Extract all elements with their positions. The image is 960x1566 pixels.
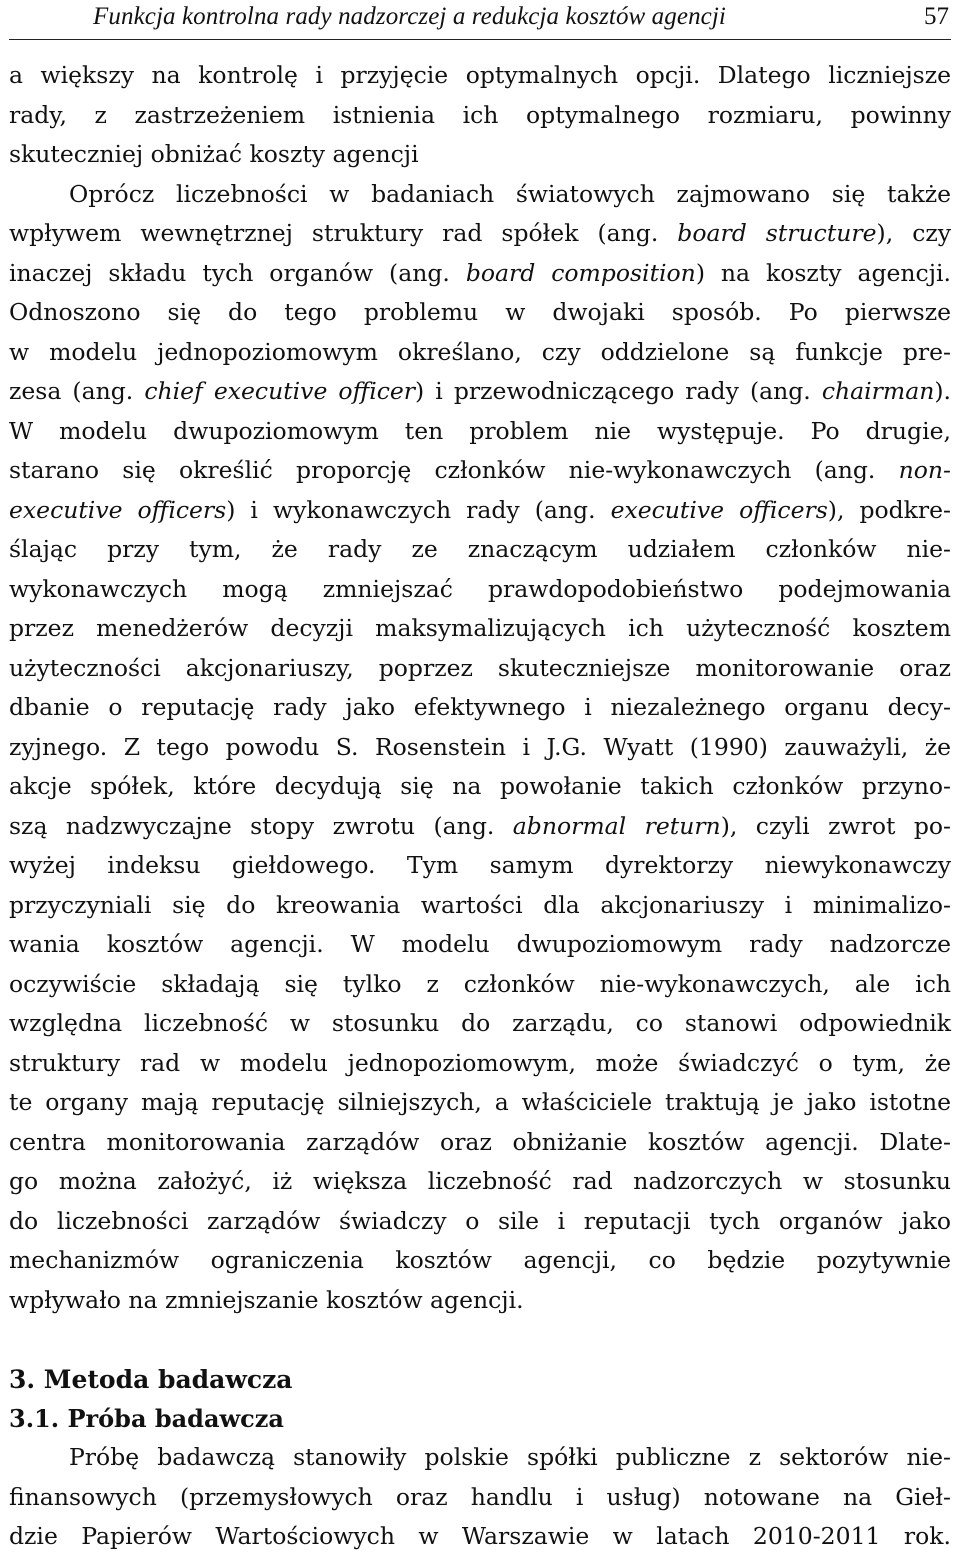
text-line [9,491,951,531]
text-segment: szą nadzwyczajne stopy zwrotu (ang. [9,811,513,840]
text-segment: względna liczebność w stosunku do zarządu, co stanowi odpowiednik [9,1009,951,1037]
text-segment: przez menedżerów decyzji maksymalizujących ich użyteczność kosztem [9,614,951,642]
text-line: Próbę badawczą stanowiły polskie spółki publiczne z sektorów nie- [69,1443,951,1471]
running-header [9,0,951,40]
text-line [9,925,951,965]
text-segment: go można założyć, iż większa liczebność rad nadzorczych w stosunku [9,1167,951,1195]
italic-term: chairman [821,377,935,405]
text-segment: ) i przewodniczącego rady (ang. [415,377,822,405]
text-line [9,1044,951,1084]
italic-term: non- [898,456,951,484]
text-line [9,1202,951,1242]
text-segment: akcje spółek, które decydują się na powołanie takich członków przyno- [9,772,951,800]
text-segment: ) na koszty agencji. [695,258,951,287]
text-line [9,451,951,491]
text-line [9,214,951,254]
text-segment: Odnoszono się do tego problemu w dwojaki sposób. Po pierwsze [9,298,951,326]
text-line: a większy na kontrolę i przyjęcie optymalnych opcji. Dlatego liczniejsze [9,61,951,89]
italic-term: executive officers [610,495,828,524]
text-segment: ) i wykonawczych rady (ang. [226,495,611,524]
text-line [9,728,951,768]
text-line [9,767,951,807]
text-line: rady, z zastrzeżeniem istnienia ich optymalnego rozmiaru, powinny [9,100,951,129]
text-line [9,1004,951,1044]
text-segment: mechanizmów ograniczenia kosztów agencji, co będzie pozytywnie [9,1246,951,1274]
text-line [9,570,951,610]
section-heading: 3. Metoda badawcza [9,1365,293,1394]
text-segment: zyjnego. Z tego powodu S. Rosenstein i J.G. Wyatt (1990) zauważyli, że [9,732,951,761]
italic-term: executive officers [9,495,227,524]
text-segment: starano się określić proporcję członków nie-wykonawczych (ang. [9,456,899,484]
text-line [9,333,951,373]
paragraph-sample [9,1438,951,1557]
subsection-heading: 3.1. Próba badawcza [9,1404,284,1433]
text-line [9,293,951,333]
text-line [9,846,951,886]
text-line: dzie Papierów Wartościowych w Warszawie w latach 2010-2011 rok. [9,1522,951,1550]
page-number: 57 [924,3,949,30]
text-segment: wania kosztów agencji. W modelu dwupoziomowym rady nadzorcze [9,930,951,958]
text-segment: dbanie o reputację rady jako efektywnego i niezależnego organu decy- [9,693,951,721]
text-segment: ), podkre- [827,495,951,524]
text-line [9,372,951,412]
text-segment: zesa (ang. [9,377,145,405]
text-segment: te organy mają reputację silniejszych, a właściciele traktują je jako istotne [9,1088,951,1116]
text-line [9,1162,951,1202]
text-line [9,688,951,728]
text-line [9,609,951,649]
text-segment: ), czy [876,219,952,247]
text-line [9,412,951,452]
text-segment: wyżej indeksu giełdowego. Tym samym dyrektorzy niewykonawczy [9,851,951,879]
text-line [9,530,951,570]
text-line [9,1083,951,1123]
text-segment: ). [934,377,951,405]
text-line [9,886,951,926]
italic-term: chief executive officer [144,377,416,405]
text-line [9,175,951,215]
text-segment: wpływało na zmniejszanie kosztów agencji. [9,1285,524,1314]
text-segment: centra monitorowania zarządów oraz obniżanie kosztów agencji. Dlate- [9,1127,951,1156]
text-segment: w modelu jednopoziomowym określano, czy oddzielone są funkcje pre- [9,337,951,366]
running-title: Funkcja kontrolna rady nadzorczej a redukcja kosztów agencji [93,3,726,30]
paragraph-board-structure [9,175,951,1321]
italic-term: board structure [677,219,877,247]
document-body [9,56,951,1557]
text-segment: użyteczności akcjonariuszy, poprzez skuteczniejsze monitorowanie oraz [9,653,951,682]
text-line [9,1241,951,1281]
text-segment: wpływem wewnętrznej struktury rad spółek (ang. [9,219,678,247]
text-line [9,649,951,689]
text-line [9,1281,951,1321]
text-line: finansowych (przemysłowych oraz handlu i usług) notowane na Gieł- [9,1482,951,1511]
italic-term: abnormal return [512,811,721,840]
text-segment: W modelu dwupoziomowym ten problem nie występuje. Po drugie, [9,416,951,445]
italic-term: board composition [465,258,696,287]
text-segment: ślając przy tym, że rady ze znaczącym udziałem członków nie- [9,535,951,563]
text-segment: Oprócz liczebności w badaniach światowych zajmowano się także [69,179,951,208]
text-line [9,807,951,847]
text-segment: inaczej składu tych organów (ang. [9,258,466,287]
text-line [9,965,951,1005]
text-segment: wykonawczych mogą zmniejszać prawdopodobieństwo podejmowania [9,574,951,603]
section-spacer [9,1320,951,1360]
text-segment: do liczebności zarządów świadczy o sile i reputacji tych organów jako [9,1206,951,1235]
text-line [9,1123,951,1163]
paragraph-continuation [9,56,951,175]
text-line [9,254,951,294]
text-segment: oczywiście składają się tylko z członków nie-wykonawczych, ale ich [9,969,951,998]
text-segment: ), czyli zwrot po- [720,811,951,840]
text-segment: przyczyniali się do kreowania wartości dla akcjonariuszy i minimalizo- [9,890,951,919]
text-segment: struktury rad w modelu jednopoziomowym, może świadczyć o tym, że [9,1048,951,1077]
text-line: skuteczniej obniżać koszty agencji [9,140,419,168]
